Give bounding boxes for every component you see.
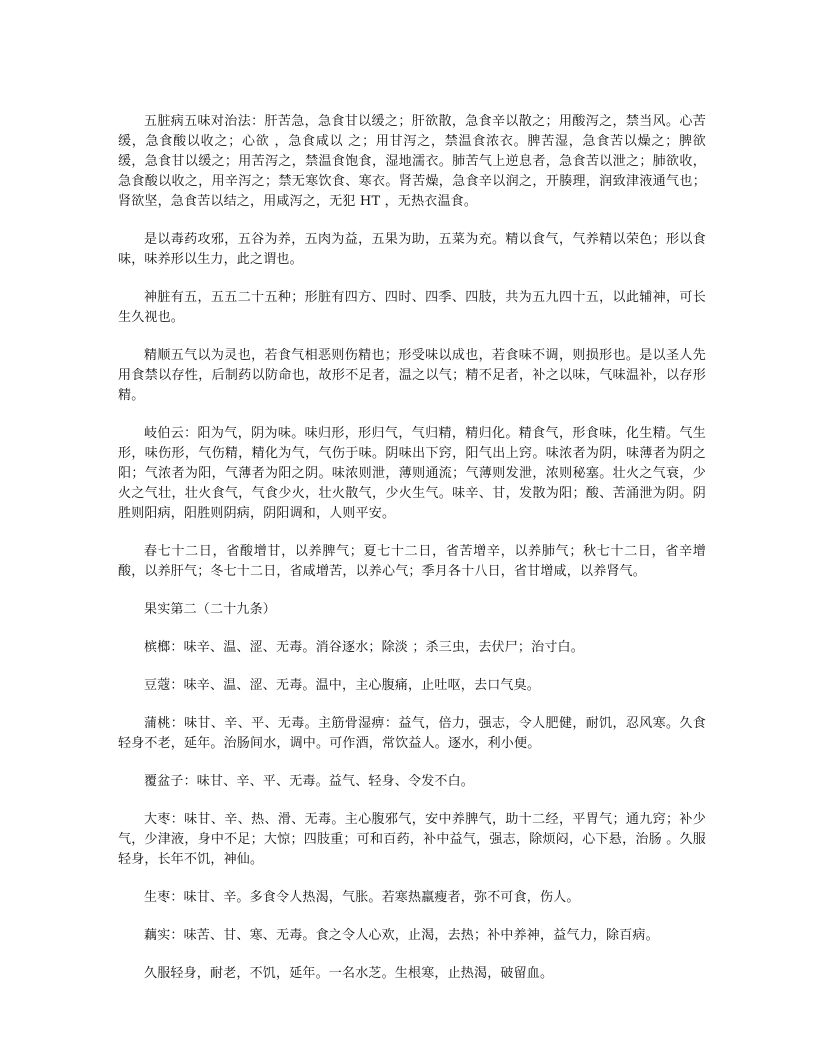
entry-raspberry: 覆盆子：味甘、辛、平、无毒。益气、轻身、令发不白。 bbox=[144, 774, 475, 789]
paragraph-five-organs-flavors: 五脏病五味对治法：肝苦急，急食甘以缓之；肝欲散，急食辛以散之；用酸泻之，禁当风。心苦缓，急食酸以收之；心欲 ，急食咸以 之；用甘泻之，禁温食浓衣。脾苦湿，急食苦以燥之；脾欲缓，急食甘以缓之；用苦泻之，禁温食饱食，湿地濡衣。肺苦气上逆息者，急食苦以泄之；肺欲收，急食酸以收之，用辛泻之；禁无寒饮食、寒衣。肾苦燥，急食辛以润之，开腠理，润致津液通气也；肾欲坚，急食苦以结之，用咸泻之，无犯 HT ，无热衣温食。 bbox=[118, 114, 706, 209]
entry-betel-nut: 槟榔：味辛、温、涩、无毒。消谷逐水；除淡 ；杀三虫，去伏尸；治寸白。 bbox=[144, 640, 584, 655]
entry-fresh-jujube: 生枣：味甘、辛。多食令人热渴，气胀。若寒热羸瘦者，弥不可食，伤人。 bbox=[144, 890, 580, 905]
entry-jujube: 大枣：味甘、辛、热、滑、无毒。主心腹邪气，安中养脾气，助十二经，平胃气；通九窍；补少气，少津液，身中不足；大惊；四肢重；可和百药，补中益气，强志，除烦闷，心下悬，治肠 。久服轻身，长年不饥，神仙。 bbox=[118, 812, 706, 867]
section-heading-fruits: 果实第二（二十九条） bbox=[144, 602, 277, 617]
entry-cardamom: 豆蔻：味辛、温、涩、无毒。温中，主心腹痛，止吐呕，去口气臭。 bbox=[144, 678, 541, 693]
paragraph-spirit-organs: 神脏有五，五五二十五种；形脏有四方、四时、四季、四肢，共为五九四十五，以此辅神，可长生久视也。 bbox=[118, 290, 706, 325]
entry-lotus-seed: 藕实：味苦、甘、寒、无毒。食之令人心欢，止渴，去热；补中养神，益气力，除百病。 bbox=[144, 928, 659, 943]
paragraph-qibo-yin-yang: 岐伯云：阳为气，阴为味。味归形，形归气，气归精，精归化。精食气，形食味，化生精。气生形，味伤形，气伤精，精化为气，气伤于味。阴味出下窍，阳气出上窍。味浓者为阴，味薄者为阴之阳；气浓者为阳，气薄者为阳之阴。味浓则泄，薄则通流；气薄则发泄，浓则秘塞。壮火之气衰，少火之气壮，壮火食气，气食少火，壮火散气，少火生气。味辛、甘，发散为阳；酸、苦涌泄为阴。阴胜则阳病，阳胜则阴病，阴阳调和，人则平安。 bbox=[118, 426, 706, 521]
entry-grape: 蒲桃：味甘、辛、平、无毒。主筋骨湿痹：益气，倍力，强志，令人肥健，耐饥，忍风寒。久食轻身不老，延年。治肠间水，调中。可作酒，常饮益人。逐水，利小便。 bbox=[118, 716, 706, 751]
paragraph-seasons: 春七十二日，省酸增甘，以养脾气；夏七十二日，省苦增辛，以养肺气；秋七十二日，省辛增酸，以养肝气；冬七十二日，省咸增苦，以养心气；季月各十八日，省甘增咸，以养肾气。 bbox=[118, 544, 706, 579]
paragraph-poison-grains: 是以毒药攻邪，五谷为养，五肉为益，五果为助，五菜为充。精以食气，气养精以荣色；形以食味，味养形以生力，此之谓也。 bbox=[118, 232, 706, 267]
entry-lotus-seed-continued: 久服轻身，耐老，不饥，延年。一名水芝。生根寒，止热渴，破留血。 bbox=[144, 966, 554, 981]
document-body bbox=[118, 112, 706, 1002]
paragraph-essence-five-qi: 精顺五气以为灵也，若食气相恶则伤精也；形受味以成也，若食味不调，则损形也。是以圣人先用食禁以存性，后制药以防命也，故形不足者，温之以气；精不足者，补之以味，气味温补，以存形精。 bbox=[118, 348, 706, 403]
